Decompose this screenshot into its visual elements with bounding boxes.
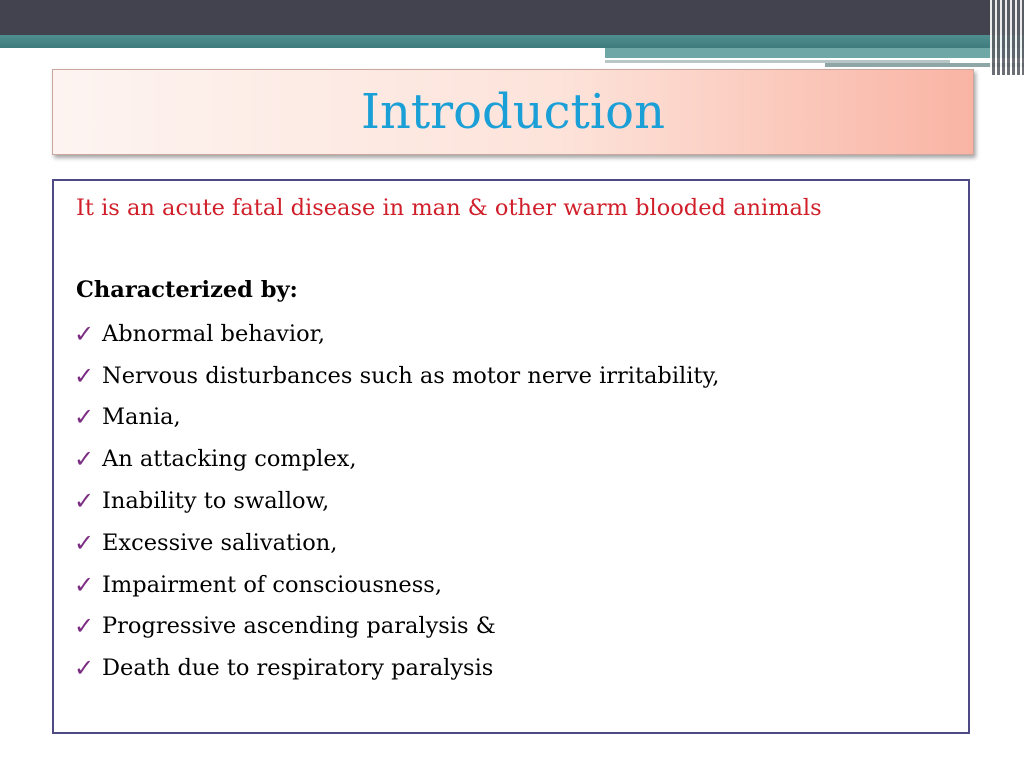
slide-title: Introduction — [361, 84, 665, 140]
checkmark-icon: ✓ — [74, 612, 95, 641]
checkmark-icon: ✓ — [74, 570, 95, 599]
list-item-label: Abnormal behavior, — [102, 320, 326, 347]
checkmark-icon: ✓ — [74, 319, 95, 348]
checkmark-icon: ✓ — [74, 654, 95, 683]
list-item — [74, 438, 719, 480]
content-box — [52, 179, 970, 734]
list-item-label: Death due to respiratory paralysis — [102, 655, 494, 682]
top-teal-bar — [0, 35, 1024, 48]
list-item — [74, 397, 719, 439]
list-item — [74, 564, 719, 606]
corner-stripes — [990, 0, 1024, 75]
top-dark-bar — [0, 0, 1024, 35]
checkmark-icon: ✓ — [74, 361, 95, 390]
title-box — [52, 69, 974, 155]
list-item-label: Excessive salivation, — [102, 529, 338, 556]
list-heading: Characterized by: — [76, 277, 298, 303]
list-item-label: An attacking complex, — [102, 446, 357, 473]
list-item-label: Inability to swallow, — [102, 488, 330, 515]
list-item-label: Mania, — [102, 404, 181, 431]
list-item — [74, 606, 719, 648]
checkmark-icon: ✓ — [74, 403, 95, 432]
list-item — [74, 313, 719, 355]
list-item — [74, 355, 719, 397]
checkmark-icon: ✓ — [74, 528, 95, 557]
checkmark-icon: ✓ — [74, 487, 95, 516]
list-item-label: Progressive ascending paralysis & — [102, 613, 496, 640]
list-item — [74, 480, 719, 522]
list-item-label: Impairment of consciousness, — [102, 571, 442, 598]
top-teal-accent-bar — [605, 48, 1024, 58]
symptom-list — [74, 313, 719, 689]
list-item — [74, 647, 719, 689]
list-item — [74, 522, 719, 564]
checkmark-icon: ✓ — [74, 445, 95, 474]
intro-text: It is an acute fatal disease in man & other warm blooded animals — [76, 195, 822, 221]
list-item-label: Nervous disturbances such as motor nerve irritability, — [102, 362, 720, 389]
